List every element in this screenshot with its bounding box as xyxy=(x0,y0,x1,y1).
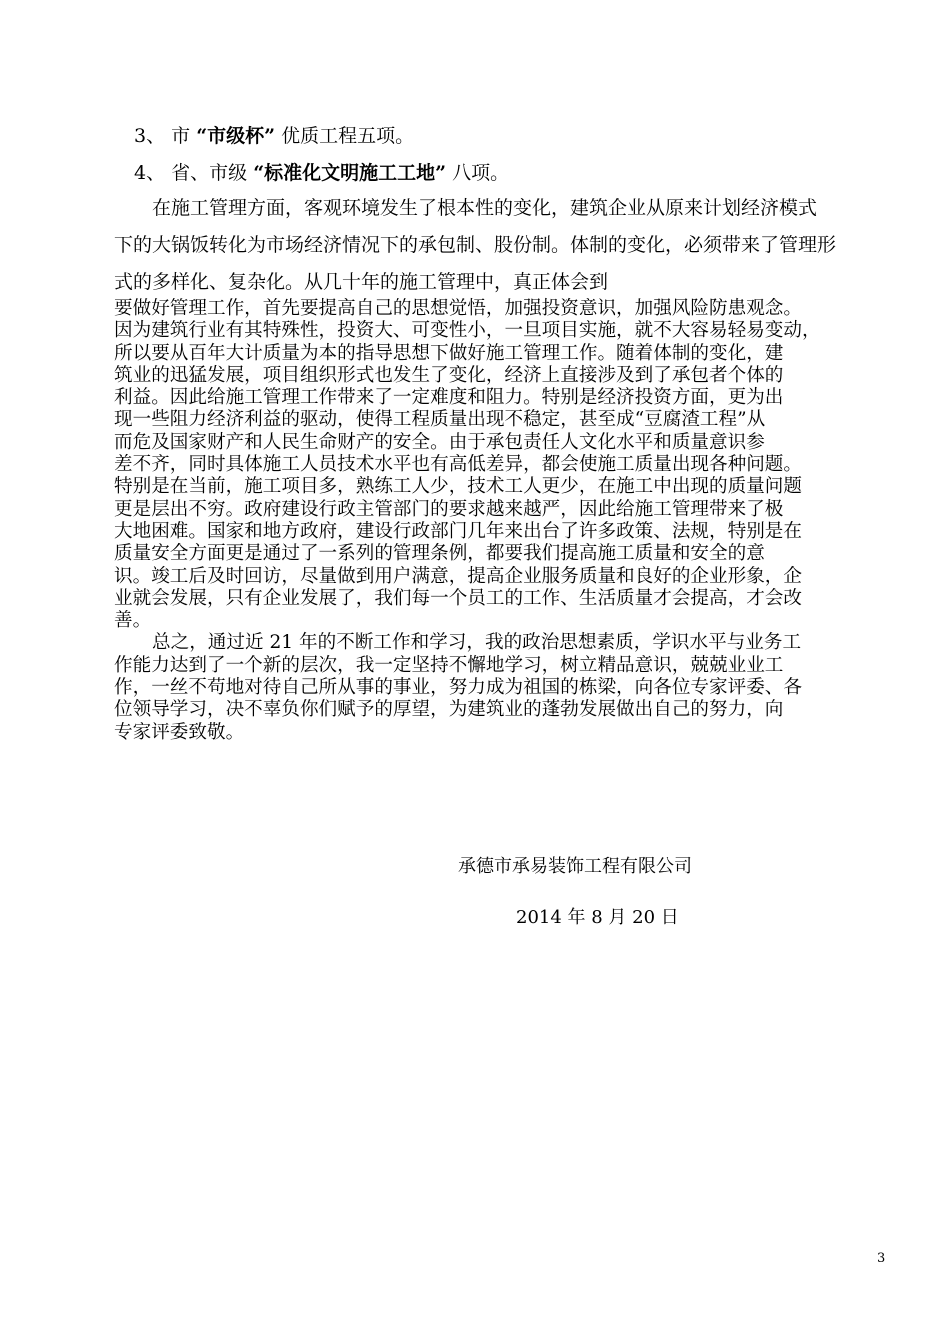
list-item-prefix: 市 xyxy=(171,125,191,147)
paragraph-line: 作能力达到了一个新的层次，我一定坚持不懈地学习，树立精品意识，兢兢业业工 xyxy=(114,654,784,676)
paragraph-line: 专家评委致敬。 xyxy=(114,721,245,743)
paragraph-line: 现一些阻力经济利益的驱动，使得工程质量出现不稳定，甚至成“豆腐渣工程”从 xyxy=(114,409,766,431)
signature-company: 承德市承易装饰工程有限公司 xyxy=(458,856,692,877)
page-number: 3 xyxy=(877,1251,886,1266)
paragraph-line: 差不齐，同时具体施工人员技术水平也有高低差异，都会使施工质量出现各种问题。 xyxy=(114,454,802,476)
list-item-bold-title: “市级杯” xyxy=(196,125,276,147)
paragraph-line: 式的多样化、复杂化。从几十年的施工管理中，真正体会到 xyxy=(114,271,609,293)
paragraph-line: 筑业的迅猛发展，项目组织形式也发生了变化，经济上直接涉及到了承包者个体的 xyxy=(114,364,784,386)
paragraph-line: 要做好管理工作，首先要提高自己的思想觉悟，加强投资意识，加强风险防患观念。 xyxy=(114,298,802,319)
list-item-number: 4、 xyxy=(134,162,166,184)
paragraph-line: 业就会发展，只有企业发展了，我们每一个员工的工作、生活质量才会提高，才会改 xyxy=(114,587,802,609)
paragraph-line: 而危及国家财产和人民生命财产的安全。由于承包责任人文化水平和质量意识参 xyxy=(114,431,765,453)
list-item-suffix: 优质工程五项。 xyxy=(281,125,415,147)
paragraph-line: 所以要从百年大计质量为本的指导思想下做好施工管理工作。随着体制的变化，建 xyxy=(114,342,784,364)
paragraph-line: 作，一丝不苟地对待自己所从事的事业，努力成为祖国的栋梁，向各位专家评委、各 xyxy=(114,677,802,699)
signature-date: 2014 年 8 月 20 日 xyxy=(516,907,679,928)
list-item-suffix: 八项。 xyxy=(452,162,510,184)
list-item-3 xyxy=(134,121,414,148)
paragraph-line: 更是层出不穷。政府建设行政主管部门的要求越来越严，因此给施工管理带来了极 xyxy=(114,498,784,520)
paragraph-line: 大地困难。国家和地方政府，建设行政部门几年来出台了许多政策、法规，特别是在 xyxy=(114,520,802,542)
list-item-4 xyxy=(134,158,509,185)
paragraph-line: 在施工管理方面，客观环境发生了根本性的变化，建筑企业从原来计划经济模式 xyxy=(152,197,818,219)
paragraph-line: 总之，通过近 21 年的不断工作和学习，我的政治思想素质，学识水平与业务工 xyxy=(152,632,802,654)
paragraph-line: 因为建筑行业有其特殊性，投资大、可变性小，一旦项目实施，就不大容易轻易变动， xyxy=(114,320,821,342)
list-item-bold-title: “标准化文明施工工地” xyxy=(253,162,447,184)
paragraph-line: 质量安全方面更是通过了一系列的管理条例，都要我们提高施工质量和安全的意 xyxy=(114,543,765,565)
paragraph-line: 下的大锅饭转化为市场经济情况下的承包制、股份制。体制的变化，必须带来了管理形 xyxy=(114,234,837,256)
list-item-prefix: 省、市级 xyxy=(171,162,248,184)
paragraph-line: 位领导学习，决不辜负你们赋予的厚望，为建筑业的蓬勃发展做出自己的努力，向 xyxy=(114,699,784,721)
paragraph-management xyxy=(114,190,929,301)
paragraph-line: 利益。因此给施工管理工作带来了一定难度和阻力。特别是经济投资方面，更为出 xyxy=(114,387,784,409)
paragraph-line: 识。竣工后及时回访，尽量做到用户满意，提高企业服务质量和良好的企业形象，企 xyxy=(114,565,802,587)
paragraph-body xyxy=(114,298,894,744)
paragraph-line: 特别是在当前，施工项目多，熟练工人少，技术工人更少，在施工中出现的质量问题 xyxy=(114,476,802,498)
paragraph-line: 善。 xyxy=(114,610,152,632)
list-item-number: 3、 xyxy=(134,125,166,147)
